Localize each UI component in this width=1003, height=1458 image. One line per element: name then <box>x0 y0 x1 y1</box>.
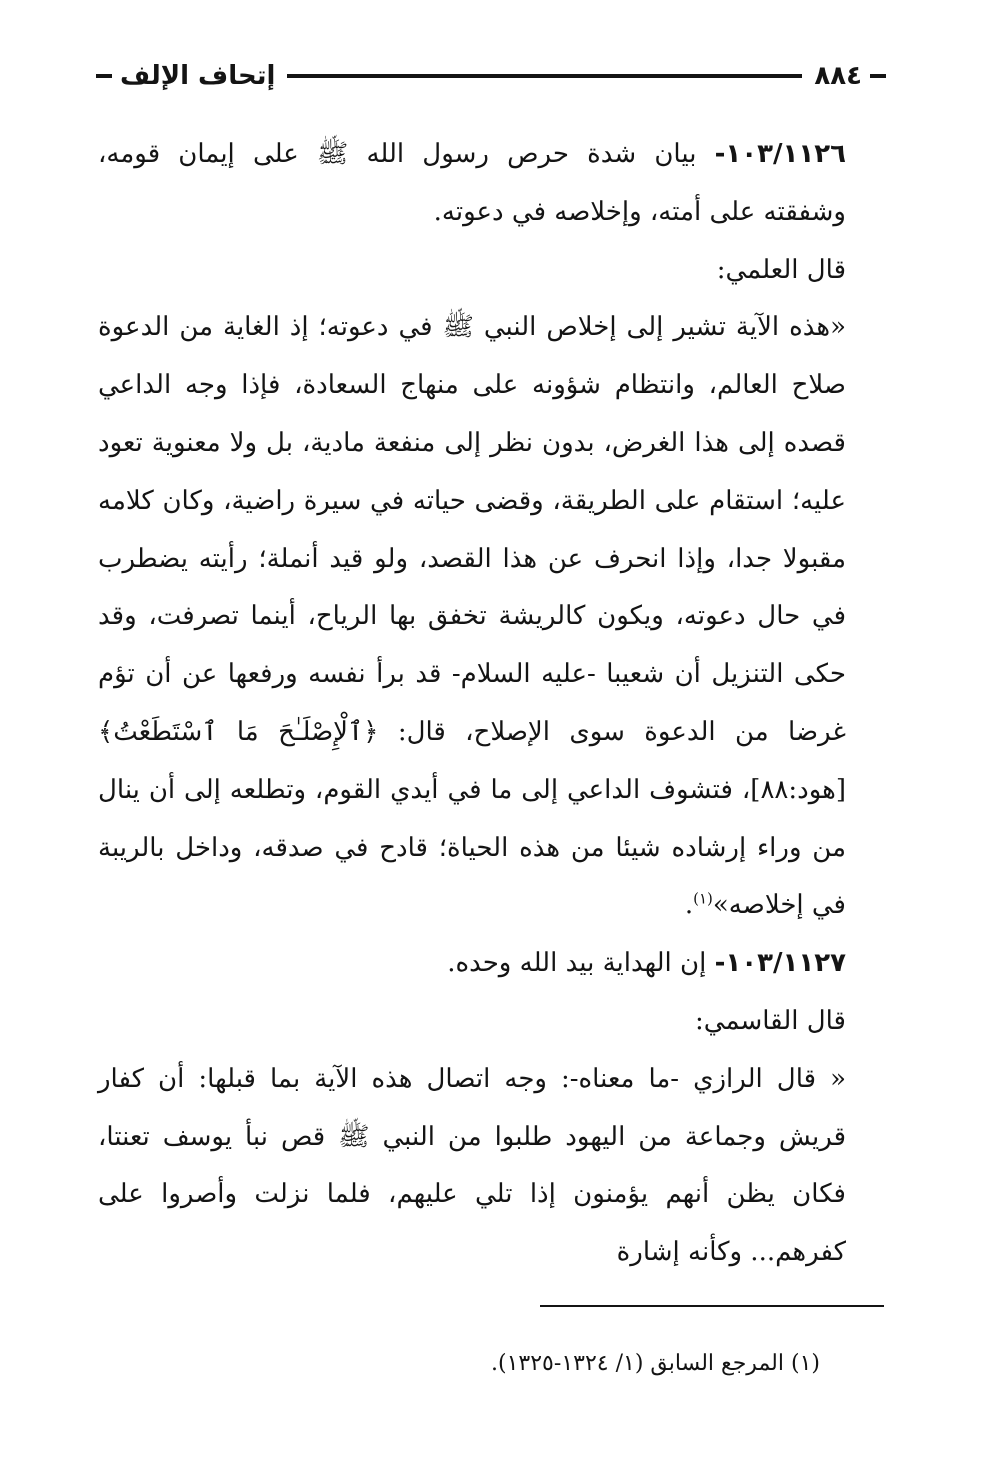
footnote-text: المرجع السابق (١/ ١٣٢٤-١٣٢٥). <box>491 1351 784 1376</box>
quote-paragraph <box>98 1051 886 1282</box>
header-dash <box>96 74 112 78</box>
footnote-separator <box>540 1305 884 1307</box>
header-dash <box>870 74 886 78</box>
section-heading <box>98 126 886 242</box>
main-text <box>98 126 886 1282</box>
footnote-marker[interactable]: (١) <box>693 889 713 908</box>
quote-intro-text: قال العلمي: <box>716 254 846 285</box>
page-number: ٨٨٤ <box>814 61 862 91</box>
verse-reference: [هود:٨٨] <box>750 774 846 805</box>
quote-text-end: ، فتشوف الداعي إلى ما في أيدي القوم، وتطلعه إلى أن ينال من وراء إرشاده شيئا من هذه الحياة؛ قادح في صدقه، وداخل بالريبة في إخلاصه» <box>98 774 846 921</box>
section-heading <box>98 935 886 993</box>
section-number: ١٠٣/١١٢٦- <box>714 139 847 169</box>
section-title: بيان شدة حرص رسول الله ﷺ على إيمان قومه، وشفقته على أمته، وإخلاصه في دعوته. <box>98 139 846 227</box>
section-title: إن الهداية بيد الله وحده. <box>447 948 707 979</box>
quote-text: «هذه الآية تشير إلى إخلاص النبي ﷺ في دعوته؛ إذ الغاية من الدعوة صلاح العالم، وانتظام شؤونه على منهاج السعادة، فإذا وجه الداعي قصده إلى هذا الغرض، بدون نظر إلى منفعة مادية، بل ولا معنوية تعود عليه؛ استقام على الطريقة، وقضى حياته في سيرة راضية، وكان كلامه مقبولا جدا، وإذا انحرف عن هذا القصد، ولو قيد أنملة؛ رأيته يضطرب في حال دعوته، ويكون كالريشة تخفق بها الرياح، أينما تصرفت، وقد حكى التنزيل أن شعيبا -عليه السلام- قد برأ نفسه ورفعها عن أن تؤم غرضا من الدعوة سوى الإصلاح، قال: <box>98 312 847 747</box>
book-title: إتحاف الإلف <box>120 61 276 91</box>
quote-intro <box>98 242 886 300</box>
footnote <box>98 1344 820 1384</box>
section-number: ١٠٣/١١٢٧- <box>714 948 846 979</box>
quran-verse: ﴿ٱلْإِصْلَـٰحَ مَا ٱسْتَطَعْتُ﴾ <box>98 716 379 747</box>
quote-paragraph <box>98 299 886 935</box>
sentence-end: . <box>684 890 694 921</box>
quote-text: « قال الرازي -ما معناه-: وجه اتصال هذه الآية بما قبلها: أن كفار قريش وجماعة من اليهود طلبوا من النبي ﷺ قص نبأ يوسف تعنتا، فكان يظن أنهم يؤمنون إذا تلي عليهم، فلما نزلت وأصروا على كفرهم... وكأنه إشارة <box>98 1063 846 1268</box>
header-rule <box>287 74 802 78</box>
running-header <box>96 56 886 96</box>
quote-intro-text: قال القاسمي: <box>695 1005 846 1036</box>
quote-intro <box>98 993 886 1051</box>
footnote-number: (١) <box>790 1351 820 1376</box>
